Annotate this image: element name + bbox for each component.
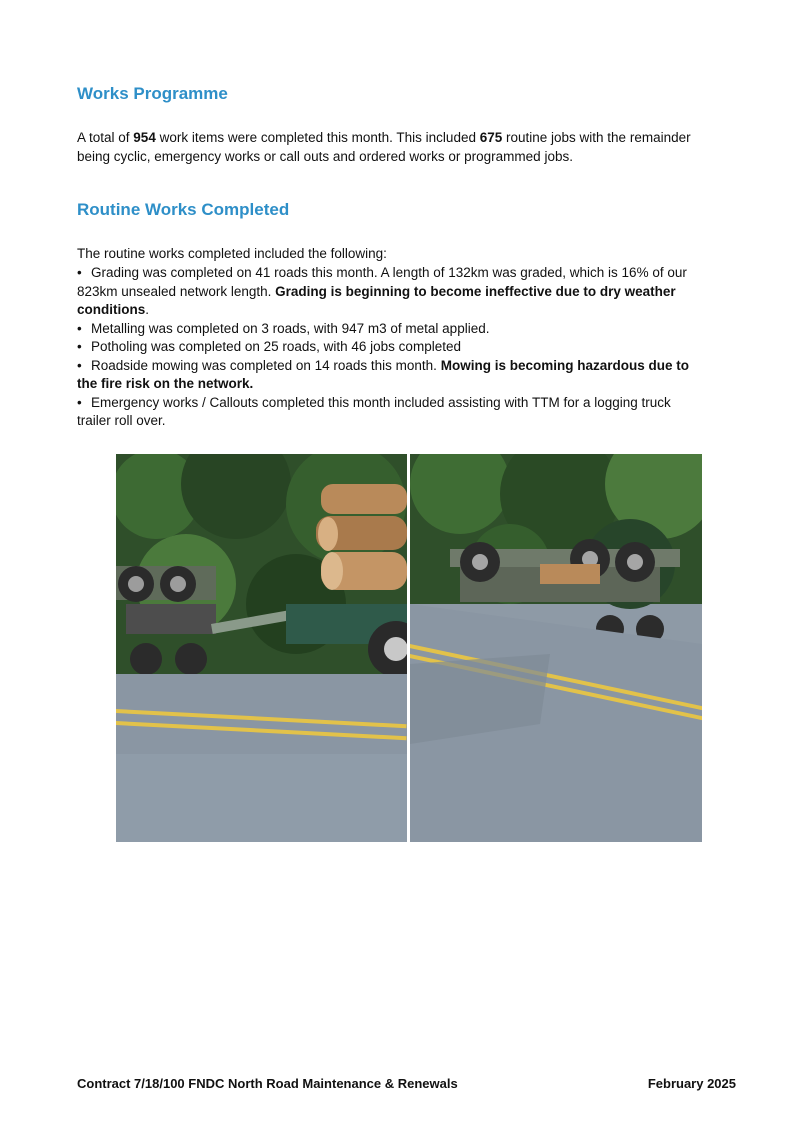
list-item — [77, 338, 697, 357]
photo-pair — [116, 454, 702, 842]
routine-jobs-value: 675 — [479, 130, 503, 145]
list-item-text: Emergency works / Callouts completed this month included assisting with TTM for a logging truck trailer roll over. — [77, 394, 671, 428]
footer-date: February 2025 — [647, 1076, 736, 1091]
list-item — [77, 264, 697, 320]
total-items-value: 954 — [133, 130, 156, 145]
routine-works-list — [77, 264, 697, 431]
list-item-text: Metalling was completed on 3 roads, with 947 m3 of metal applied. — [91, 320, 490, 336]
list-item-tail: . — [145, 302, 150, 317]
list-item-text: Grading was completed on 41 roads this month. A length of 132km was graded, which is 16% of our 823km unsealed network length. — [77, 265, 687, 299]
works-programme-heading: Works Programme — [77, 84, 228, 103]
bullet-icon: • — [77, 265, 82, 280]
list-item — [77, 320, 697, 339]
truck-rollover-photo-right — [410, 454, 702, 842]
bullet-icon: • — [77, 394, 82, 410]
para-suffix: routine jobs with the remainder being cyclic, emergency works or call outs and ordered works or programmed jobs. — [77, 130, 691, 164]
list-item-text: Roadside mowing was completed on 14 roads this month. — [91, 357, 441, 373]
routine-works-heading: Routine Works Completed — [77, 200, 290, 219]
works-programme-paragraph — [77, 129, 697, 166]
page-footer — [77, 1076, 736, 1091]
para-prefix: A total of — [77, 130, 134, 145]
routine-works-intro: The routine works completed included the following: — [77, 246, 387, 261]
truck-rollover-photo-left — [116, 454, 407, 842]
bullet-icon: • — [77, 339, 82, 354]
footer-contract: Contract 7/18/100 FNDC North Road Maintenance & Renewals — [77, 1076, 458, 1091]
list-item-bold: Grading is beginning to become ineffective due to dry weather conditions — [77, 283, 676, 317]
list-item-bold: Mowing is becoming hazardous due to the fire risk on the network. — [77, 357, 689, 391]
bullet-icon: • — [77, 320, 82, 336]
bullet-icon: • — [77, 357, 82, 373]
list-item — [77, 357, 697, 394]
list-item — [77, 394, 697, 431]
para-mid: work items were completed this month. This included — [155, 130, 480, 145]
list-item-text: Potholing was completed on 25 roads, with 46 jobs completed — [91, 339, 461, 354]
